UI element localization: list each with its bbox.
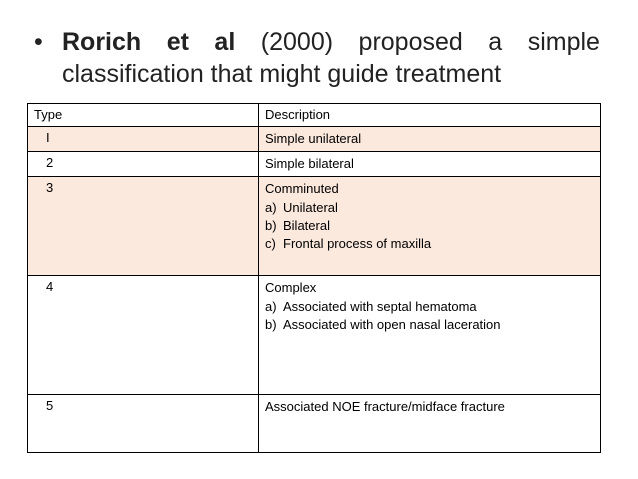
sub-item [265, 235, 594, 253]
description-cell [259, 395, 601, 453]
type-cell: 2 [28, 152, 259, 177]
author-name: Rorich [62, 28, 142, 56]
sub-marker: b) [265, 317, 277, 332]
classification-table [27, 103, 601, 453]
sub-marker: a) [265, 299, 277, 314]
sub-list [265, 199, 594, 253]
header-type: Type [28, 104, 259, 127]
type-cell: 4 [28, 276, 259, 395]
table-row [28, 152, 601, 177]
description-cell [259, 127, 601, 152]
heading-bullet-author [34, 26, 141, 58]
sub-text: Associated with open nasal laceration [283, 317, 501, 332]
table-row [28, 276, 601, 395]
description-cell [259, 177, 601, 276]
type-cell: 3 [28, 177, 259, 276]
heading-year: (2000) [260, 28, 334, 56]
table-row [28, 127, 601, 152]
description-cell [259, 152, 601, 177]
sub-item [265, 199, 594, 217]
table-row [28, 395, 601, 453]
type-cell: I [28, 127, 259, 152]
description-title: Simple bilateral [265, 156, 354, 171]
sub-item [265, 217, 594, 235]
heading-word-a: a [488, 28, 503, 56]
sub-text: Unilateral [283, 200, 338, 215]
description-title: Complex [265, 280, 317, 295]
author-al: al [214, 28, 236, 56]
description-title: Comminuted [265, 181, 339, 196]
sub-item [265, 298, 594, 316]
author-et: et [166, 28, 189, 56]
sub-marker: c) [265, 236, 276, 251]
slide-heading [34, 26, 600, 90]
description-cell [259, 276, 601, 395]
sub-text: Associated with septal hematoma [283, 299, 477, 314]
sub-marker: a) [265, 200, 277, 215]
type-cell: 5 [28, 395, 259, 453]
header-description: Description [259, 104, 601, 127]
sub-marker: b) [265, 218, 277, 233]
sub-list [265, 298, 594, 334]
sub-item [265, 316, 594, 334]
heading-word-simple: simple [527, 28, 600, 56]
bullet-icon: • [34, 28, 43, 56]
description-title: Associated NOE fracture/midface fracture [265, 399, 505, 414]
heading-word-proposed: proposed [358, 28, 463, 56]
heading-line-1 [34, 26, 600, 58]
table-row [28, 177, 601, 276]
description-title: Simple unilateral [265, 131, 362, 146]
table-header-row [28, 104, 601, 127]
sub-text: Frontal process of maxilla [283, 236, 432, 251]
heading-line-2: classification that might guide treatment [62, 60, 502, 88]
sub-text: Bilateral [283, 218, 330, 233]
